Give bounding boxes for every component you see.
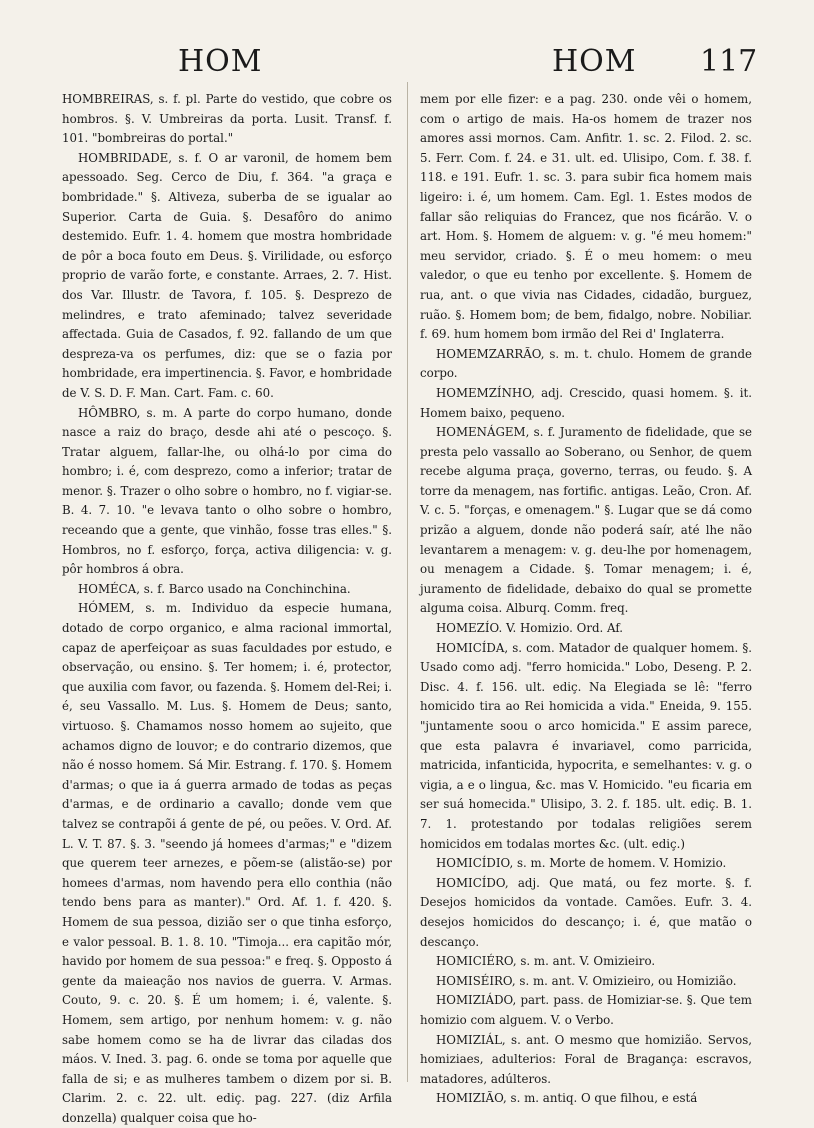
- entry-homemzinho: HOMEMZÍNHO, adj. Crescido, quasi homem. §. it. Homem baixo, pequeno.: [420, 385, 752, 420]
- entry-homiziao: HOMIZIÃO, s. m. antiq. O que filhou, e está: [436, 1091, 698, 1106]
- entry-homem-continued: mem por elle fizer: e a pag. 230. onde vêi o homem, com o artigo de mais. Ha-os homem de trazer nos amores assi mornos. Cam. Anfitr. 1. sc. 2. Filod. 2. sc. 5. Ferr. Com. f. 24. e 31. ult. ed. Ulisipo, Com. f. 38. f. 118. e 191. Eufr. 1. sc. 3. para subir fica homem mais ligeiro: i. é, um homem. Cam. Egl. 1. Estes modos de fallar são reliquias do Francez, que nos ficárão. V. o art. Hom. §. Homem de alguem: v. g. "é meu homem:" meu servidor, criado. §. É o meu homem: o meu valedor, o que eu tenho por excellente. §. Homem de rua, ant. o que vivia nas Cidades, cidadão, burguez, ruão. §. Homem bom; de bem, fidalgo, nobre. Nobiliar. f. 69. hum homem bom irmão del Rei d' Inglaterra.: [420, 92, 752, 342]
- entry-homiziado: HOMIZIÁDO, part. pass. de Homiziar-se. §. Que tem homizio com alguem. V. o Verbo.: [420, 993, 752, 1027]
- page-header: [0, 0, 814, 90]
- entry-homeca: HOMÉCA, s. f. Barco usado na Conchinchina.: [78, 581, 351, 596]
- entry-homicida: HOMICÍDA, s. com. Matador de qualquer homem. §. Usado como adj. "ferro homicida." Lobo, Deseng. P. 2. Disc. 4. f. 156. ult. ediç. Na Elegiada se lê: "ferro homicido tira ao Rei homicida a vida." Eneida, 9. 155. "juntamente soou o arco homicida." E assim parece, que esta palavra é invariavel, como parricida, matricida, infanticida, hypocrita, e semelhantes: v. g. o vigia, a e o lingua, &c. mas V. Homicido. "eu ficaria em ser suá homecida." Ulisipo, 3. 2. f. 185. ult. ediç. B. 1. 7. 1. protestando por todalas religiões serem homicidos em todalas mortes &c. (ult. ediç.): [420, 640, 752, 851]
- entry-homem: HÓMEM, s. m. Individuo da especie humana, dotado de corpo organico, e alma racional immortal, capaz de aperfeiçoar as suas faculdades por estudo, e observação, ou ensino. §. Ter homem; i. é, protector, que auxilia com favor, ou fazenda. §. Homem del-Rei; i. é, seu Vassallo. M. Lus. §. Homem de Deus; santo, virtuoso. §. Chamamos nosso homem ao sujeito, que achamos digno de louvor; e do contrario dizemos, que não é nosso homem. Sá Mir. Estrang. f. 170. §. Homem d'armas; o que ia á guerra armado de todas as peças d'armas, e de ordinario a cavallo; donde vem que talvez se contrapõi á gente de pé, ou peões. V. Ord. Af. L. V. T. 87. §. 3. "seendo já homees d'armas;" e "dizem que querem teer arnezes, e põem-se (alistão-se) por homees d'armas, nom havendo pera ello conthia (não tendo bens para as manter)." Ord. Af. 1. f. 420. §. Homem de sua pessoa, dizião ser o que tinha esforço, e valor pessoal. B. 1. 8. 10. "Timoja... era capitão mór, havido por homem de sua pessoa:" e freq. §. Opposto á gente da maieação nos navios de guerra. V. Armas. Couto, 9. c. 20. §. É um homem; i. é, valente. §. Homem, sem artigo, por nenhum homem: v. g. não sabe homem como se ha de livrar das ciladas dos máos. V. Ined. 3. pag. 6. onde se toma por aquelle que falla de si; e as mulheres tambem o dizem por si. B. Clarim. 2. c. 22. ult. ediç. pag. 227. (diz Arfila donzella) qualquer coisa que ho-: [62, 601, 392, 1125]
- running-head-left: HOM: [178, 44, 263, 79]
- page-number: 117: [700, 44, 758, 79]
- entry-homizial: HOMIZIÁL, s. ant. O mesmo que homizião. Servos, homiziaes, adulterios: Foral de Bragança: escravos, matadores, adúlteros.: [420, 1032, 752, 1086]
- entry-homiseiro: HOMISÉIRO, s. m. ant. V. Omizieiro, ou Homizião.: [436, 973, 737, 988]
- entry-hombridade: HOMBRIDADE, s. f. O ar varonil, de homem bem apessoado. Seg. Cerco de Diu, f. 364. "a graça e bombridade." §. Altiveza, suberba de se igualar ao Superior. Carta de Guia. §. Desafôro do animo destemido. Eufr. 1. 4. homem que mostra hombridade de pôr a boca fouto em Deus. §. Virilidade, ou esforço proprio de varão forte, e constante. Arraes, 2. 7. Hist. dos Var. Illustr. de Tavora, f. 105. §. Desprezo de melindres, e trato afeminado; talvez severidade affectada. Guia de Casados, f. 92. fallando de um que despreza-va os perfumes, diz: que se o fazia por hombridade, era impertinencia. §. Favor, e hombridade de V. S. D. F. Man. Cart. Fam. c. 60.: [62, 150, 392, 400]
- right-column: [420, 90, 752, 1109]
- entry-hombro: HÔMBRO, s. m. A parte do corpo humano, donde nasce a raiz do braço, desde ahi até o pescoço. §. Tratar alguem, fallar-lhe, ou olhá-lo por cima do hombro; i. é, com desprezo, como a inferior; tratar de menor. §. Trazer o olho sobre o hombro, no f. vigiar-se. B. 4. 7. 10. "e levava tanto o olho sobre o hombro, receando que a gente, que vinhão, fosse tras elles." §. Hombros, no f. esforço, força, activa diligencia: v. g. pôr hombros á obra.: [62, 405, 392, 577]
- left-column: [62, 90, 392, 1128]
- running-head-right: HOM: [552, 44, 637, 79]
- entry-homenagem: HOMENÁGEM, s. f. Juramento de fidelidade, que se presta pelo vassallo ao Soberano, ou Senhor, de quem recebe alguma praça, governo, terras, ou feudo. §. A torre da menagem, nas fortific. antigas. Leão, Cron. Af. V. c. 5. "forças, e omenagem." §. Lugar que se dá como prizão a alguem, donde não poderá saír, até lhe não levantarem a menagem: v. g. deu-lhe por homenagem, ou menagem a Cidade. §. Tomar menagem; i. é, juramento de fidelidade, debaixo do qual se promette alguma coisa. Alburq. Comm. freq.: [420, 425, 752, 616]
- entry-homiciero: HOMICIÉRO, s. m. ant. V. Omizieiro.: [436, 954, 656, 969]
- column-divider: [407, 82, 408, 1082]
- entry-homicidio: HOMICÍDIO, s. m. Morte de homem. V. Homizio.: [436, 856, 727, 871]
- entry-homemzarrao: HOMEMZARRÃO, s. m. t. chulo. Homem de grande corpo.: [420, 346, 752, 381]
- entry-homezio: HOMEZÍO. V. Homizio. Ord. Af.: [436, 621, 624, 636]
- entry-homicido: HOMICÍDO, adj. Que matá, ou fez morte. §. f. Desejos homicidos da vontade. Camões. Eufr. 3. 4. desejos homicidos do descanço; i. é, que matão o descanço.: [420, 875, 752, 949]
- entry-hombreiras: HOMBREIRAS, s. f. pl. Parte do vestido, que cobre os hombros. §. V. Umbreiras da porta. Lusit. Transf. f. 101. "bombreiras do portal.": [62, 92, 392, 146]
